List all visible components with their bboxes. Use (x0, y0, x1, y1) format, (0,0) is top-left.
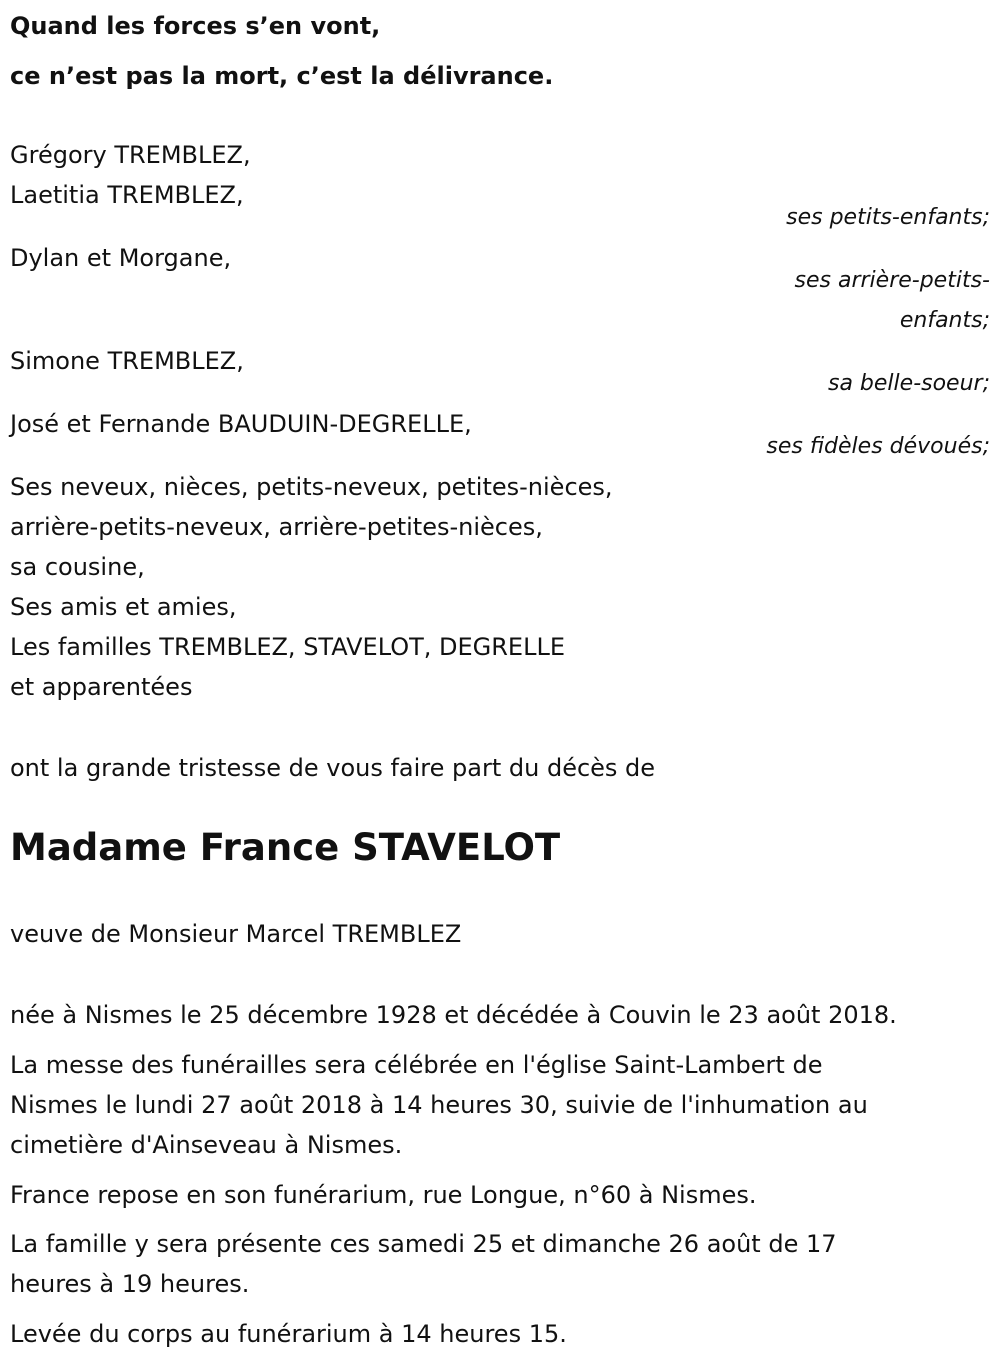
widow-of-text: veuve de Monsieur Marcel TREMBLEZ (10, 920, 462, 948)
relation-grandchildren: ses petits-enfants; (786, 205, 990, 230)
quote-line-1: Quand les forces s’en vont, (10, 12, 381, 40)
grandchild-name: Laetitia TREMBLEZ, (10, 181, 244, 209)
other-relatives-line: arrière-petits-neveux, arrière-petites-nièces, (10, 513, 543, 541)
quote-line-2: ce n’est pas la mort, c’est la délivrance. (10, 62, 554, 90)
family-presence-line: La famille y sera présente ces samedi 25 et dimanche 26 août de 17 (10, 1230, 837, 1258)
deceased-name: Madame France STAVELOT (10, 826, 561, 869)
relation-devoted: ses fidèles dévoués; (766, 434, 990, 459)
other-relatives-line: Ses amis et amies, (10, 593, 237, 621)
sister-in-law-name: Simone TREMBLEZ, (10, 347, 244, 375)
devoted-names: José et Fernande BAUDUIN-DEGRELLE, (10, 410, 472, 438)
announcement-text: ont la grande tristesse de vous faire part du décès de (10, 754, 656, 782)
relation-sister-in-law: sa belle-soeur; (828, 371, 990, 396)
other-relatives-line: Ses neveux, nièces, petits-neveux, petites-nièces, (10, 473, 613, 501)
mass-text-line: cimetière d'Ainseveau à Nismes. (10, 1131, 403, 1159)
other-relatives-line: Les familles TREMBLEZ, STAVELOT, DEGRELLE (10, 633, 565, 661)
relation-great-grandchildren-line-2: enfants; (899, 308, 990, 333)
other-relatives-line: et apparentées (10, 673, 193, 701)
birth-death-text: née à Nismes le 25 décembre 1928 et décédée à Couvin le 23 août 2018. (10, 1001, 897, 1029)
relation-great-grandchildren-line-1: ses arrière-petits- (794, 268, 990, 293)
mass-text-line: La messe des funérailles sera célébrée en l'église Saint-Lambert de (10, 1051, 823, 1079)
great-grandchildren-names: Dylan et Morgane, (10, 244, 232, 272)
family-presence-line: heures à 19 heures. (10, 1270, 250, 1298)
mass-text-line: Nismes le lundi 27 août 2018 à 14 heures 30, suivie de l'inhumation au (10, 1091, 868, 1119)
levee-text: Levée du corps au funérarium à 14 heures 15. (10, 1320, 567, 1348)
grandchild-name: Grégory TREMBLEZ, (10, 141, 251, 169)
other-relatives-line: sa cousine, (10, 553, 145, 581)
funerarium-text: France repose en son funérarium, rue Longue, n°60 à Nismes. (10, 1181, 757, 1209)
